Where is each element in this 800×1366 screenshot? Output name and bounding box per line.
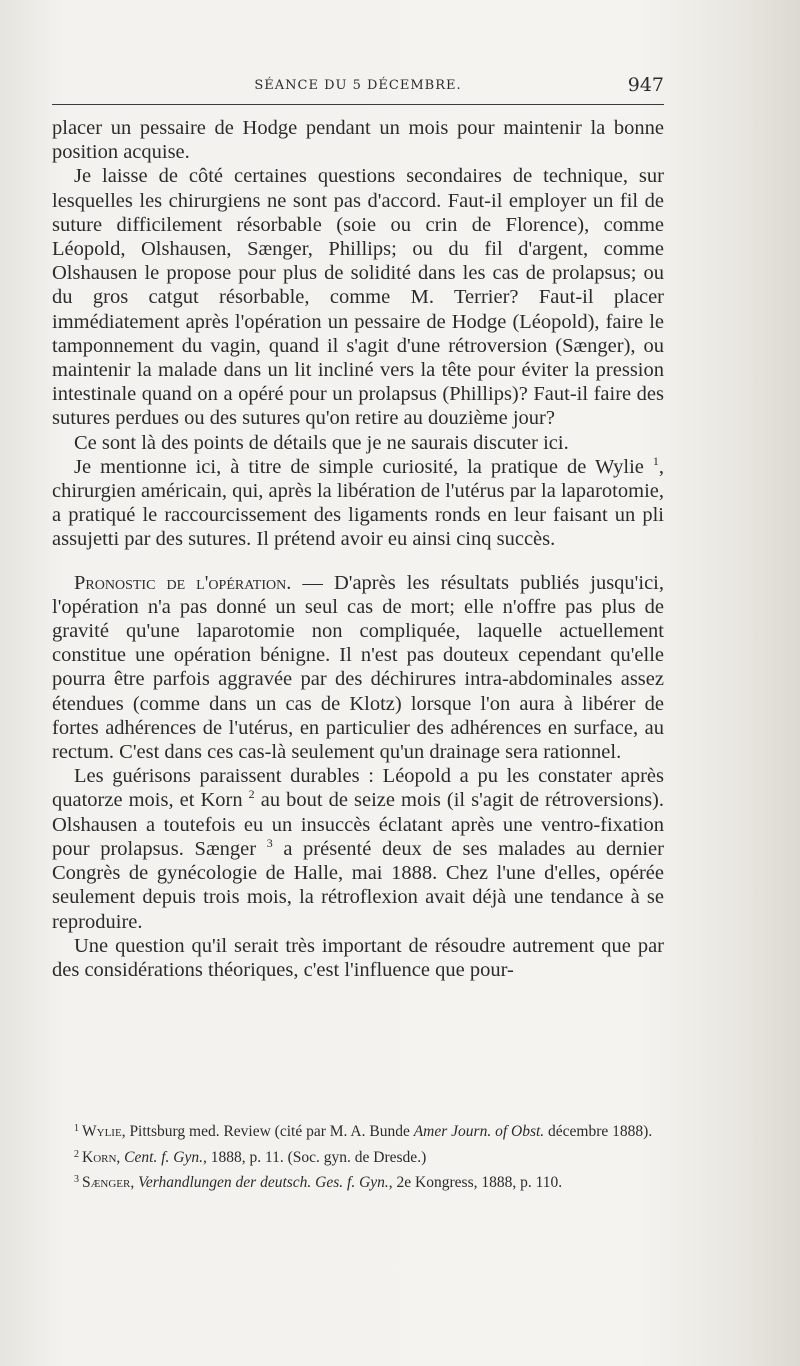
footnote-author: Wylie	[82, 1123, 122, 1140]
footnotes	[52, 1118, 664, 1195]
paragraph-guerisons-text-c: a présenté deux de ses malades au dernier Congrès de gynécologie de Halle, mai 1888. Chez l'une d'elles, opérée seulement depuis trois mois, la rétroflexion avait déjà une tendance à se reproduire.	[52, 837, 664, 933]
footnote-number: 1	[74, 1123, 79, 1134]
footnote-text: ,	[116, 1148, 125, 1166]
footnote-text: , Pittsburg med. Review (cité par M. A. Bunde	[121, 1123, 414, 1140]
header-rule	[52, 104, 664, 105]
footnote-number: 3	[74, 1174, 79, 1185]
section-heading-pronostic: Pronostic de l'opération.	[74, 571, 292, 594]
footnote-1	[52, 1118, 664, 1144]
paragraph-wylie	[52, 455, 664, 552]
footnote-ref-3: 3	[266, 835, 273, 850]
paragraph-pronostic-text: — D'après les résultats publiés jusqu'ici, l'opération n'a pas donné un seul cas de mort; elle n'offre pas plus de gravité qu'une laparotomie non compliquée, laquelle actuellement constitue une opération bénigne. Il n'est pas douteux cependant qu'elle pourra être parfois aggravée par des déchirures intra-abdominales assez étendues (comme dans un cas de Klotz) lorsque l'on aura à libérer de fortes adhérences de l'utérus, en particulier des adhérences en surface, au rectum. C'est dans ces cas-là seulement qu'un drainage sera rationnel.	[52, 571, 664, 764]
footnote-text: , 1888, p. 11. (Soc. gyn. de Dresde.)	[202, 1148, 427, 1166]
paragraph-guerisons	[52, 764, 664, 933]
footnote-ref-1: 1	[652, 453, 659, 468]
main-text	[52, 116, 664, 982]
paragraph-question: Une question qu'il serait très important de résoudre autrement que par des considérations théoriques, c'est l'influence que pour-	[52, 934, 664, 981]
footnote-text: ,	[130, 1174, 139, 1191]
footnote-author: Korn	[82, 1148, 117, 1166]
paragraph-pronostic	[52, 571, 664, 765]
paragraph-details: Ce sont là des points de détails que je ne saurais discuter ici.	[74, 431, 569, 454]
footnote-journal: Verhandlungen der deutsch. Ges. f. Gyn.	[138, 1174, 389, 1191]
page-number: 947	[627, 74, 664, 96]
footnote-journal: Cent. f. Gyn.	[124, 1148, 203, 1166]
paragraph-technique-questions: Je laisse de côté certaines questions secondaires de technique, sur lesquelles les chirurgiens ne sont pas d'accord. Faut-il employer un fil de suture difficilement résorbable (soie ou crin de Florence), comme Léopold, Olshausen, Sænger, Phillips; ou du fil d'argent, comme Olshausen le propose pour plus de solidité dans les cas de prolapsus; ou du gros catgut résorbable, comme M. Terrier? Faut-il placer immédiatement après l'opération un pessaire de Hodge (Léopold), faire le tamponnement du vagin, quand il s'agit d'une rétroversion (Sænger), ou maintenir la malade dans un lit incliné vers la tête pour éviter la pression intestinale quand on a opéré pour un prolapsus (Phillips)? Faut-il faire des sutures perdues ou des sutures qu'on retire au douzième jour?	[52, 165, 664, 430]
footnote-2	[52, 1144, 664, 1170]
footnote-ref-2: 2	[248, 787, 255, 802]
running-head: SÉANCE DU 5 DÉCEMBRE.	[254, 78, 462, 93]
footnote-author: Sænger	[82, 1174, 131, 1191]
paragraph-guerisons-text-b: au bout de seize mois (il s'agit de rétroversions). Olshausen a toutefois eu un insuccès éclatant après une ventro-fixation pour prolapsus. Sænger	[52, 789, 664, 860]
footnote-text: décembre 1888).	[544, 1123, 653, 1140]
page-header	[52, 74, 664, 100]
paragraph-wylie-text-a: Je mentionne ici, à titre de simple curiosité, la pratique de Wylie	[74, 455, 653, 478]
footnote-journal: Amer Journ. of Obst.	[413, 1123, 545, 1140]
paragraph-wylie-text-b: , chirurgien américain, qui, après la libération de l'utérus par la laparotomie, a pratiqué le raccourcissement des ligaments ronds en leur faisant un pli assujetti par des sutures. Il prétend avoir eu ainsi cinq succès.	[52, 455, 664, 551]
footnote-number: 2	[74, 1148, 79, 1160]
footnote-3	[52, 1169, 664, 1195]
footnote-text: , 2e Kongress, 1888, p. 110.	[388, 1174, 563, 1191]
paragraph-continuation: placer un pessaire de Hodge pendant un mois pour maintenir la bonne position acquise.	[52, 117, 664, 164]
paragraph-guerisons-text-a: Les guérisons paraissent durables : Léopold a pu les constater après quatorze mois, et Korn	[52, 765, 664, 812]
